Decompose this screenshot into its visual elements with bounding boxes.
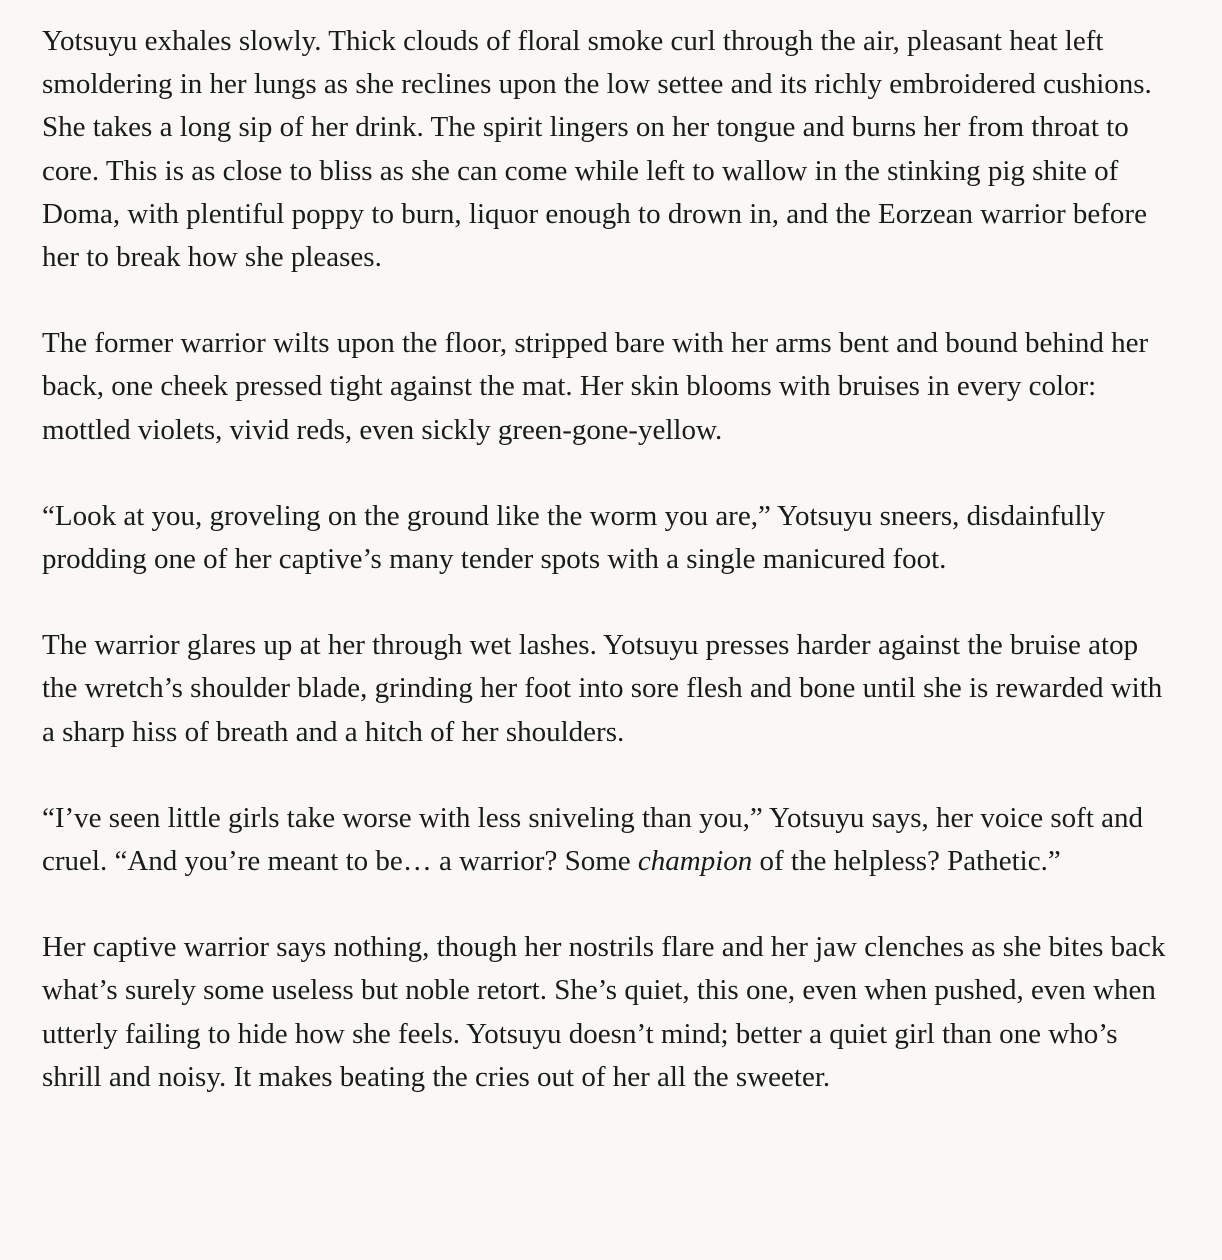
story-paragraph-2: The former warrior wilts upon the floor, stripped bare with her arms bent and bound behind her back, one cheek pressed tight against the mat. Her skin blooms with bruises in every color: mottled violets, vivid reds, even sickly green-gone-yellow. <box>42 327 1149 446</box>
story-paragraph-6: Her captive warrior says nothing, though her nostrils flare and her jaw clenches as she bites back what’s surely some useless but noble retort. She’s quiet, this one, even when pushed, even when utterly failing to hide how she feels. Yotsuyu doesn’t mind; better a quiet girl than one who’s shrill and noisy. It makes beating the cries out of her all the sweeter. <box>42 931 1166 1093</box>
story-paragraph-5 <box>42 797 1180 883</box>
story-paragraph-4: The warrior glares up at her through wet lashes. Yotsuyu presses harder against the bruise atop the wretch’s shoulder blade, grinding her foot into sore flesh and bone until she is rewarded with a sharp hiss of breath and a hitch of her shoulders. <box>42 629 1163 748</box>
paragraph-5-text-before: “I’ve seen little girls take worse with less sniveling than you,” Yotsuyu says, her voice soft and cruel. “And you’re meant to be… a warrior? Some <box>42 801 1143 878</box>
paragraph-5-text-after: of the helpless? Pathetic.” <box>752 845 1061 878</box>
story-paragraph-3: “Look at you, groveling on the ground like the worm you are,” Yotsuyu sneers, disdainfully prodding one of her captive’s many tender spots with a single manicured foot. <box>42 499 1106 576</box>
story-paragraph-1: Yotsuyu exhales slowly. Thick clouds of floral smoke curl through the air, pleasant heat left smoldering in her lungs as she reclines upon the low settee and its richly embroidered cushions. She takes a long sip of her drink. The spirit lingers on her tongue and burns her from throat to core. This is as close to bliss as she can come while left to wallow in the stinking pig shite of Doma, with plentiful poppy to burn, liquor enough to drown in, and the Eorzean warrior before her to break how she pleases. <box>42 25 1152 274</box>
italic-emphasis: champion <box>637 845 753 878</box>
